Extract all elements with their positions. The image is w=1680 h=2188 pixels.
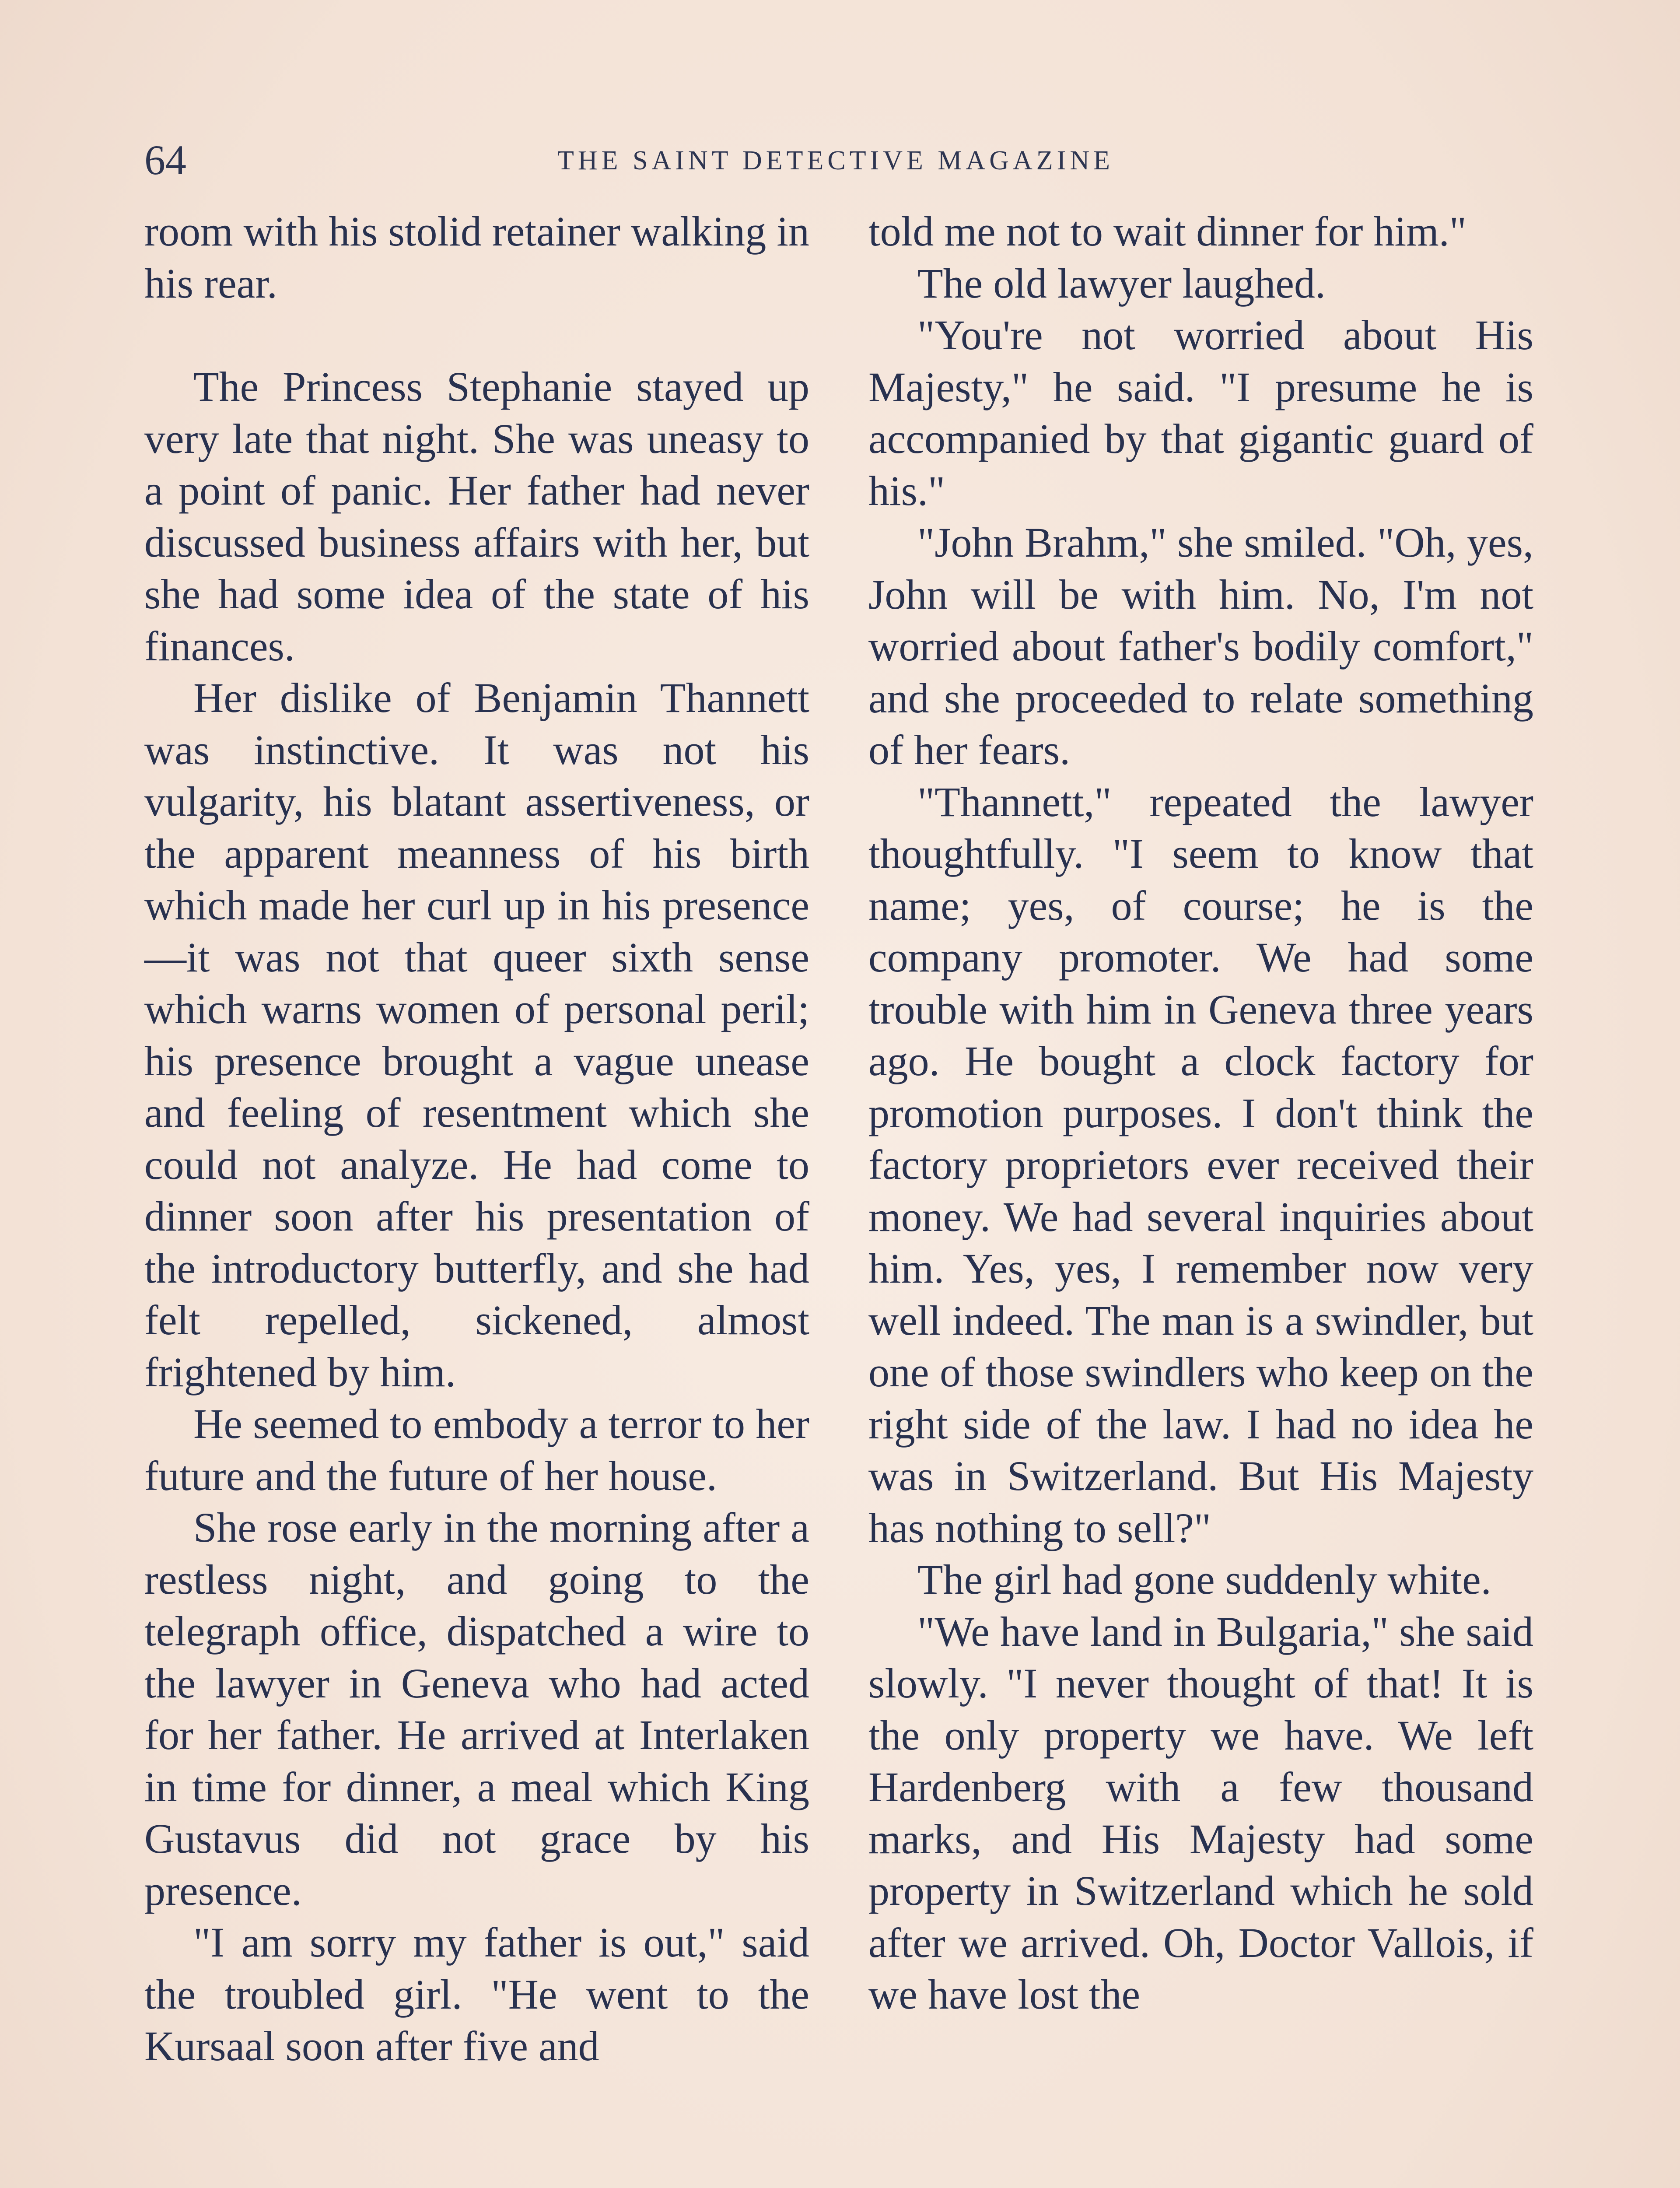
paragraph: "You're not worried about His Majesty," he said. "I presume he is accompanied by that gigantic guard of his." [868, 312, 1533, 514]
page-header [144, 136, 1527, 193]
paragraph: "Thannett," repeated the lawyer thoughtfully. "I seem to know that name; yes, of course; he is the company promoter. We had some trouble with him in Geneva three years ago. He bought a clock factory for promotion purposes. I don't think the factory proprietors ever received their money. We had several inquiries about him. Yes, yes, I remember now very well indeed. The man is a swindler, but one of those swindlers who keep on the right side of the law. I had no idea he was in Switzerland. But His Majesty has nothing to sell?" [868, 778, 1533, 1551]
paragraph: The girl had gone suddenly white. [917, 1556, 1491, 1603]
paragraph: room with his stolid retainer walking in his rear. [144, 208, 809, 307]
paragraph: "We have land in Bulgaria," she said slowly. "I never thought of that! It is the only property we have. We left Hardenberg with a few thousand marks, and His Majesty had some property in Switzerland which he sold after we arrived. Oh, Doctor Vallois, if we have lost the [868, 1608, 1533, 2018]
paragraph: She rose early in the morning after a restless night, and going to the telegraph office, dispatched a wire to the lawyer in Geneva who had acted for her father. He arrived at Interlaken in time for dinner, a meal which King Gustavus did not grace by his presence. [144, 1504, 809, 1914]
paragraph: told me not to wait dinner for him." [868, 208, 1466, 255]
paragraph: "I am sorry my father is out," said the troubled girl. "He went to the Kursaal soon after five and [144, 1919, 809, 2069]
paragraph: The Princess Stephanie stayed up very late that night. She was uneasy to a point of panic. Her father had never discussed business affairs with her, but she had some idea of the state of his finances. [144, 363, 809, 670]
left-column [144, 206, 809, 2072]
paragraph: The old lawyer laughed. [917, 259, 1326, 307]
running-title: THE SAINT DETECTIVE MAGAZINE [557, 146, 1114, 175]
paragraph: He seemed to embody a terror to her future and the future of her house. [144, 1400, 809, 1499]
page-number: 64 [144, 137, 186, 183]
right-column [868, 206, 1533, 2021]
paragraph: "John Brahm," she smiled. "Oh, yes, John will be with him. No, I'm not worried about father's bodily comfort," and she proceeded to relate something of her fears. [868, 519, 1533, 773]
paragraph: Her dislike of Benjamin Thannett was instinctive. It was not his vulgarity, his blatant assertiveness, or the apparent meanness of his birth which made her curl up in his presence —it was not that queer sixth sense which warns women of personal peril; his presence brought a vague unease and feeling of resentment which she could not analyze. He had come to dinner soon after his presentation of the introductory butterfly, and she had felt repelled, sickened, almost frightened by him. [144, 674, 809, 1396]
